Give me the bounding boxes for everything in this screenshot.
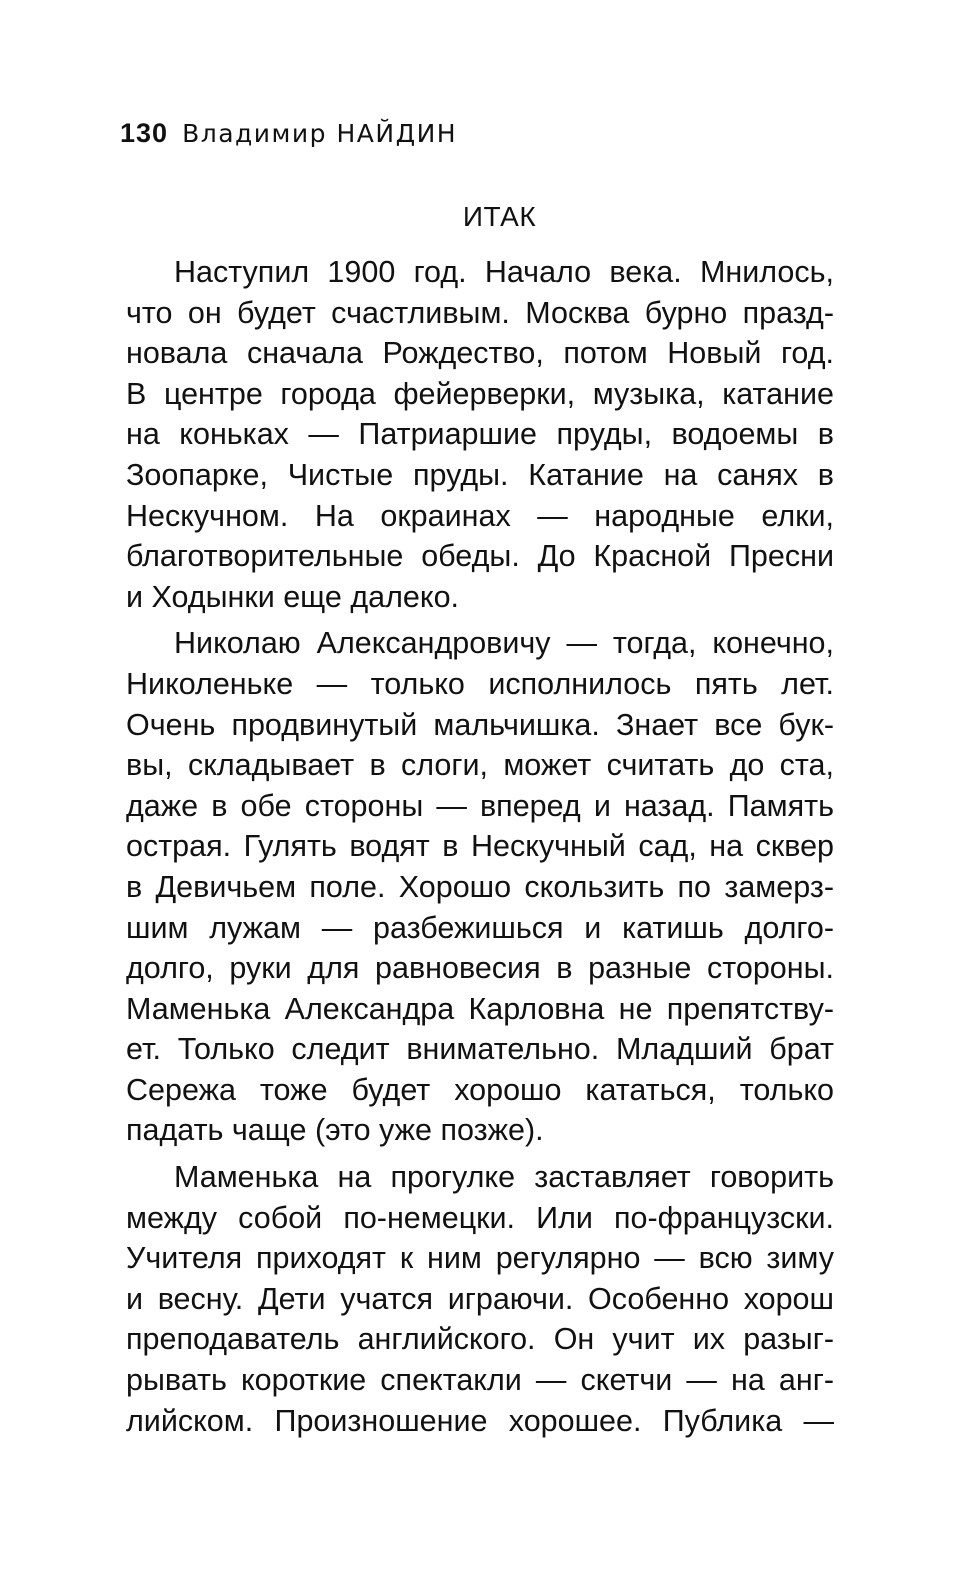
text-line: Учителя приходят к ним регулярно — всю зиму [126,1241,834,1276]
text-line: даже в обе стороны — вперед и назад. Память [126,788,834,823]
text-line: преподаватель английского. Он учит их разыг- [126,1322,834,1357]
text-line: Нескучном. На окраинах — народные елки, [126,498,834,533]
running-head [120,118,457,149]
page-number: 130 [120,118,169,148]
text-line: Маменька на прогулке заставляет говорить [174,1160,834,1195]
text-line: вы, складывает в слоги, может считать до ста, [126,748,834,783]
text-line: острая. Гулять водят в Нескучный сад, на сквер [126,829,834,864]
text-line: шим лужам — разбежишься и катишь долго- [126,910,834,945]
text-line: рывать короткие спектакли — скетчи — на анг- [126,1363,834,1398]
text-line: и весну. Дети учатся играючи. Особенно хорош [126,1281,834,1316]
text-line: Сережа тоже будет хорошо кататься, только [126,1072,834,1107]
text-line: Очень продвинутый мальчишка. Знает все бук- [126,707,834,742]
text-line: что он будет счастливым. Москва бурно празд- [126,295,834,330]
body-text [126,252,834,1441]
text-line: благотворительные обеды. До Красной Пресни [126,539,834,574]
text-line: ет. Только следит внимательно. Младший брат [126,1032,834,1067]
text-line: В центре города фейерверки, музыка, катание [126,376,834,411]
text-line: Николаю Александровичу — тогда, конечно, [174,626,834,661]
running-head-author: Владимир НАЙДИН [182,119,458,148]
text-line: падать чаще (это уже позже). [126,1113,544,1148]
text-line: лийском. Произношение хорошее. Публика — [126,1403,834,1438]
chapter-title: ИТАК [462,201,537,232]
text-line: и Ходынки еще далеко. [126,579,460,614]
text-line: Маменька Александра Карловна не препятству- [126,991,834,1026]
text-line: долго, руки для равновесия в разные стороны. [126,951,834,986]
text-line: Наступил 1900 год. Начало века. Мнилось, [174,255,834,289]
text-line: новала сначала Рождество, потом Новый год. [126,336,834,371]
text-line: на коньках — Патриаршие пруды, водоемы в [126,417,834,452]
text-line: Зоопарке, Чистые пруды. Катание на санях в [126,457,834,492]
text-line: Николеньке — только исполнилось пять лет. [126,666,834,701]
text-line: в Девичьем поле. Хорошо скользить по замерз- [126,869,834,904]
text-line: между собой по-немецки. Или по-французски. [126,1200,834,1235]
